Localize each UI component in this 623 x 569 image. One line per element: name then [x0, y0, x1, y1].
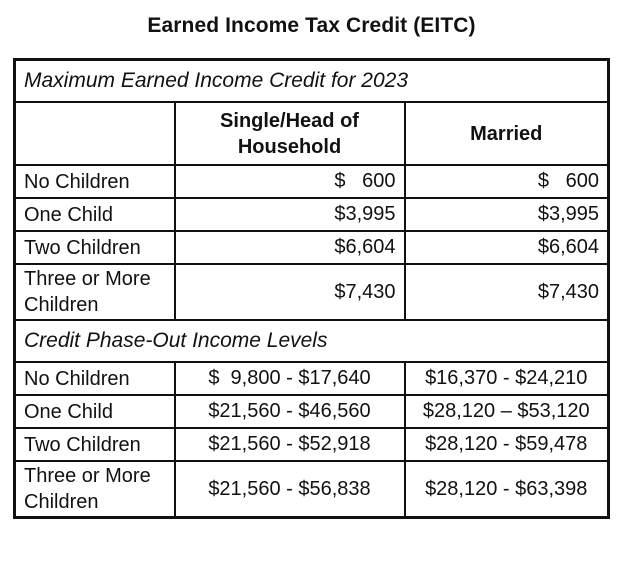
- table-row: [15, 428, 609, 461]
- table-row: [15, 198, 609, 231]
- table-row: [15, 165, 609, 198]
- single-range: $21,560 - $46,560: [175, 395, 405, 428]
- empty-header-cell: [15, 102, 175, 165]
- section-heading-row: [15, 60, 609, 103]
- table-row: [15, 362, 609, 395]
- table-row: [15, 461, 609, 518]
- section-heading-phase-out: Credit Phase-Out Income Levels: [15, 320, 609, 362]
- row-label: One Child: [15, 198, 175, 231]
- row-label: No Children: [15, 362, 175, 395]
- single-range: $21,560 - $52,918: [175, 428, 405, 461]
- section-heading-row: [15, 320, 609, 362]
- row-label: Two Children: [15, 231, 175, 264]
- column-header-row: [15, 102, 609, 165]
- row-label: No Children: [15, 165, 175, 198]
- column-header-married: Married: [405, 102, 609, 165]
- married-value: $ 600: [405, 165, 609, 198]
- row-label: One Child: [15, 395, 175, 428]
- married-value: $7,430: [405, 264, 609, 320]
- row-label: Three or More Children: [15, 461, 175, 518]
- page-title: Earned Income Tax Credit (EITC): [147, 14, 476, 37]
- table-row: [15, 231, 609, 264]
- row-label: Two Children: [15, 428, 175, 461]
- column-header-single: Single/Head of Household: [175, 102, 405, 165]
- single-value: $7,430: [175, 264, 405, 320]
- section-heading-max-credit: Maximum Earned Income Credit for 2023: [15, 60, 609, 103]
- married-range: $28,120 - $63,398: [405, 461, 609, 518]
- married-range: $28,120 – $53,120: [405, 395, 609, 428]
- single-value: $ 600: [175, 165, 405, 198]
- married-value: $3,995: [405, 198, 609, 231]
- single-range: $ 9,800 - $17,640: [175, 362, 405, 395]
- eitc-table: [13, 58, 610, 519]
- married-range: $28,120 - $59,478: [405, 428, 609, 461]
- single-value: $6,604: [175, 231, 405, 264]
- single-value: $3,995: [175, 198, 405, 231]
- table-row: [15, 395, 609, 428]
- married-range: $16,370 - $24,210: [405, 362, 609, 395]
- single-range: $21,560 - $56,838: [175, 461, 405, 518]
- married-value: $6,604: [405, 231, 609, 264]
- row-label: Three or More Children: [15, 264, 175, 320]
- table-row: [15, 264, 609, 320]
